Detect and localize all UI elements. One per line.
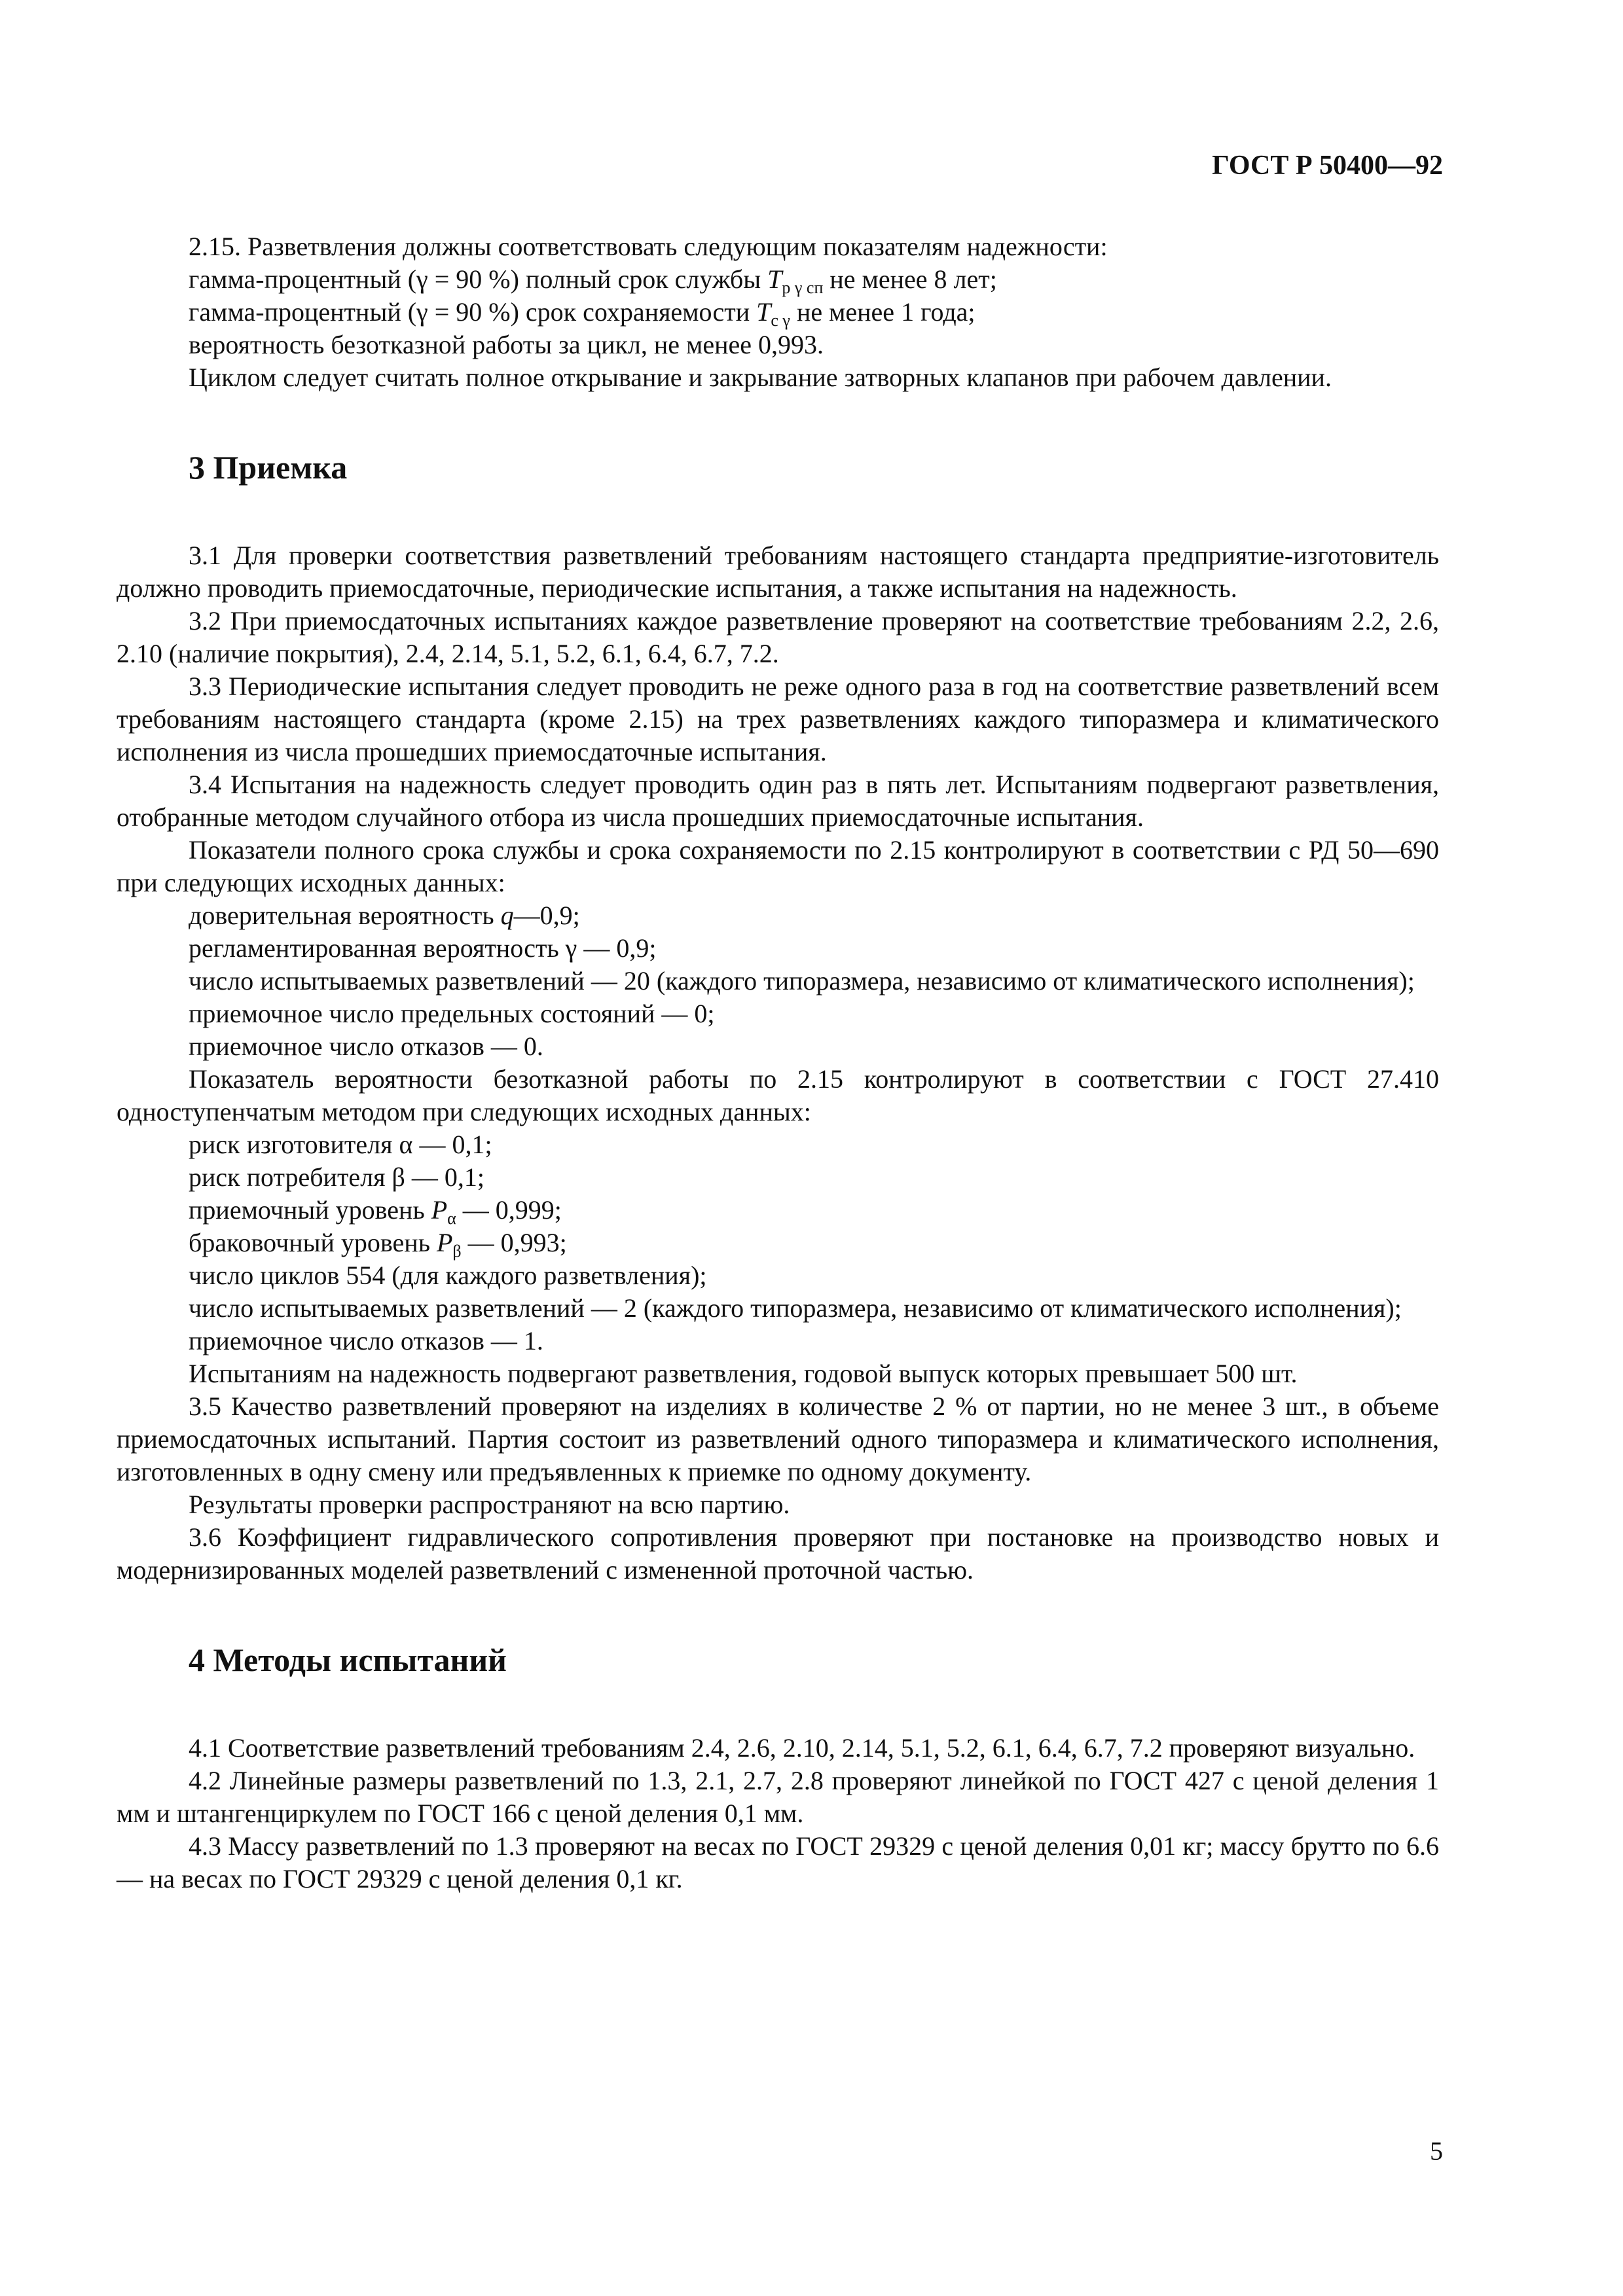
service-life-symbol-subscript: р γ сп — [782, 278, 824, 297]
clause-2-15-service-life — [117, 263, 1439, 296]
acceptance-level-text: приемочный уровень — [189, 1195, 431, 1225]
page-number: 5 — [1430, 2136, 1443, 2166]
gost-acceptance-level — [117, 1194, 1439, 1227]
storage-life-text: гамма-процентный (γ = 90 %) срок сохраняемости — [189, 297, 757, 327]
rd-confidence-symbol: q — [500, 901, 514, 930]
annual-volume-paragraph: Испытаниям на надежность подвергают разветвления, годовой выпуск которых превышает 500 шт. — [189, 1359, 1298, 1388]
gost-paragraph: Показатель вероятности безотказной работы по 2.15 контролируют в соответствии с ГОСТ 27.410 одноступенчатым методом при следующих исходных данных: — [117, 1064, 1439, 1126]
gost-cycles: число циклов 554 (для каждого разветвления); — [189, 1261, 707, 1290]
section-4-heading: 4 Методы испытаний — [189, 1641, 507, 1678]
clause-4-2: 4.2 Линейные размеры разветвлений по 1.3, 2.1, 2.7, 2.8 проверяют линейкой по ГОСТ 427 с ценой деления 1 мм и штангенциркулем по ГОСТ 166 с ценой деления 0,1 мм. — [117, 1766, 1439, 1828]
rd-regulated-probability: регламентированная вероятность γ — 0,9; — [189, 933, 657, 963]
acceptance-level-subscript: α — [447, 1209, 456, 1228]
rd-limit-states: приемочное число предельных состояний — 0; — [189, 999, 715, 1028]
rejection-level-symbol — [436, 1228, 462, 1261]
clause-2-15-cycle-definition: Циклом следует считать полное открывание и закрывание затворных клапанов при рабочем давлении. — [189, 363, 1332, 392]
rd-tested-count: число испытываемых разветвлений — 20 (каждого типоразмера, независимо от климатического исполнения); — [189, 966, 1415, 996]
clause-3-1: 3.1 Для проверки соответствия разветвлений требованиям настоящего стандарта предприятие-изготовитель должно проводить приемосдаточные, периодические испытания, а также испытания на надежность. — [117, 541, 1439, 603]
clause-2-15-probability: вероятность безотказной работы за цикл, не менее 0,993. — [189, 330, 824, 359]
service-life-symbol-letter: T — [767, 264, 782, 294]
rd-confidence-value: —0,9; — [513, 901, 580, 930]
gost-tested-count: число испытываемых разветвлений — 2 (каждого типоразмера, независимо от климатического исполнения); — [189, 1293, 1402, 1323]
service-life-value: не менее 8 лет; — [823, 264, 997, 294]
rejection-level-subscript: β — [452, 1242, 462, 1261]
gost-rejection-level — [117, 1227, 1439, 1259]
rejection-level-letter: P — [436, 1228, 453, 1257]
acceptance-level-symbol — [431, 1195, 456, 1228]
service-life-symbol — [767, 264, 824, 297]
rd-confidence-text: доверительная вероятность — [189, 901, 501, 930]
clause-3-3: 3.3 Периодические испытания следует проводить не реже одного раза в год на соответствие разветвлений всем требованиям настоящего стандарта (кроме 2.15) на трех разветвлениях каждого типоразмера и климатического исполнения из числа прошедших приемосдаточные испытания. — [117, 672, 1439, 766]
clause-2-15-storage-life — [117, 296, 1439, 329]
storage-life-symbol — [756, 297, 790, 330]
acceptance-level-value: — 0,999; — [456, 1195, 562, 1225]
clause-3-2: 3.2 При приемосдаточных испытаниях каждое разветвление проверяют на соответствие требованиям 2.2, 2.6, 2.10 (наличие покрытия), 2.4, 2.14, 5.1, 5.2, 6.1, 6.4, 6.7, 7.2. — [117, 606, 1439, 668]
rd-failures: приемочное число отказов — 0. — [189, 1031, 543, 1061]
results-paragraph: Результаты проверки распространяют на всю партию. — [189, 1490, 790, 1519]
rejection-level-text: браковочный уровень — [189, 1228, 437, 1257]
storage-life-symbol-subscript: с γ — [771, 311, 790, 330]
clause-4-1: 4.1 Соответствие разветвлений требованиям 2.4, 2.6, 2.10, 2.14, 5.1, 5.2, 6.1, 6.4, 6.7, 7.2 проверяют визуально. — [189, 1733, 1415, 1763]
storage-life-symbol-letter: T — [756, 297, 771, 327]
service-life-text: гамма-процентный (γ = 90 %) полный срок службы — [189, 264, 768, 294]
clause-3-4: 3.4 Испытания на надежность следует проводить один раз в пять лет. Испытаниям подвергают разветвления, отобранные методом случайного отбора из числа прошедших приемосдаточные испытания. — [117, 770, 1439, 832]
acceptance-level-letter: P — [431, 1195, 448, 1225]
rd-confidence — [117, 899, 1439, 932]
clause-2-15-title: 2.15. Разветвления должны соответствовать следующим показателям надежности: — [189, 232, 1108, 261]
clause-3-5: 3.5 Качество разветвлений проверяют на изделиях в количестве 2 % от партии, но не менее 3 шт., в объеме приемосдаточных испытаний. Партия состоит из разветвлений одного типоразмера и климатического исполнения, изготовленных в одну смену или предъявленных к приемке по одному документу. — [117, 1391, 1439, 1486]
document-code: ГОСТ Р 50400—92 — [1212, 151, 1443, 181]
gost-failures: приемочное число отказов — 1. — [189, 1326, 543, 1355]
gost-consumer-risk: риск потребителя β — 0,1; — [189, 1162, 485, 1192]
clause-4-3: 4.3 Массу разветвлений по 1.3 проверяют на весах по ГОСТ 29329 с ценой деления 0,01 кг; массу брутто по 6.6 — на весах по ГОСТ 29329 с ценой деления 0,1 кг. — [117, 1831, 1439, 1893]
rejection-level-value: — 0,993; — [461, 1228, 567, 1257]
page-content — [117, 230, 1439, 1895]
clause-3-6: 3.6 Коэффициент гидравлического сопротивления проверяют при постановке на производство новых и модернизированных моделей разветвлений с измененной проточной частью. — [117, 1522, 1439, 1585]
gost-producer-risk: риск изготовителя α — 0,1; — [189, 1130, 492, 1159]
rd-paragraph: Показатели полного срока службы и срока сохраняемости по 2.15 контролируют в соответствии с РД 50—690 при следующих исходных данных: — [117, 835, 1439, 897]
storage-life-value: не менее 1 года; — [790, 297, 976, 327]
section-3-heading: 3 Приемка — [189, 449, 348, 486]
